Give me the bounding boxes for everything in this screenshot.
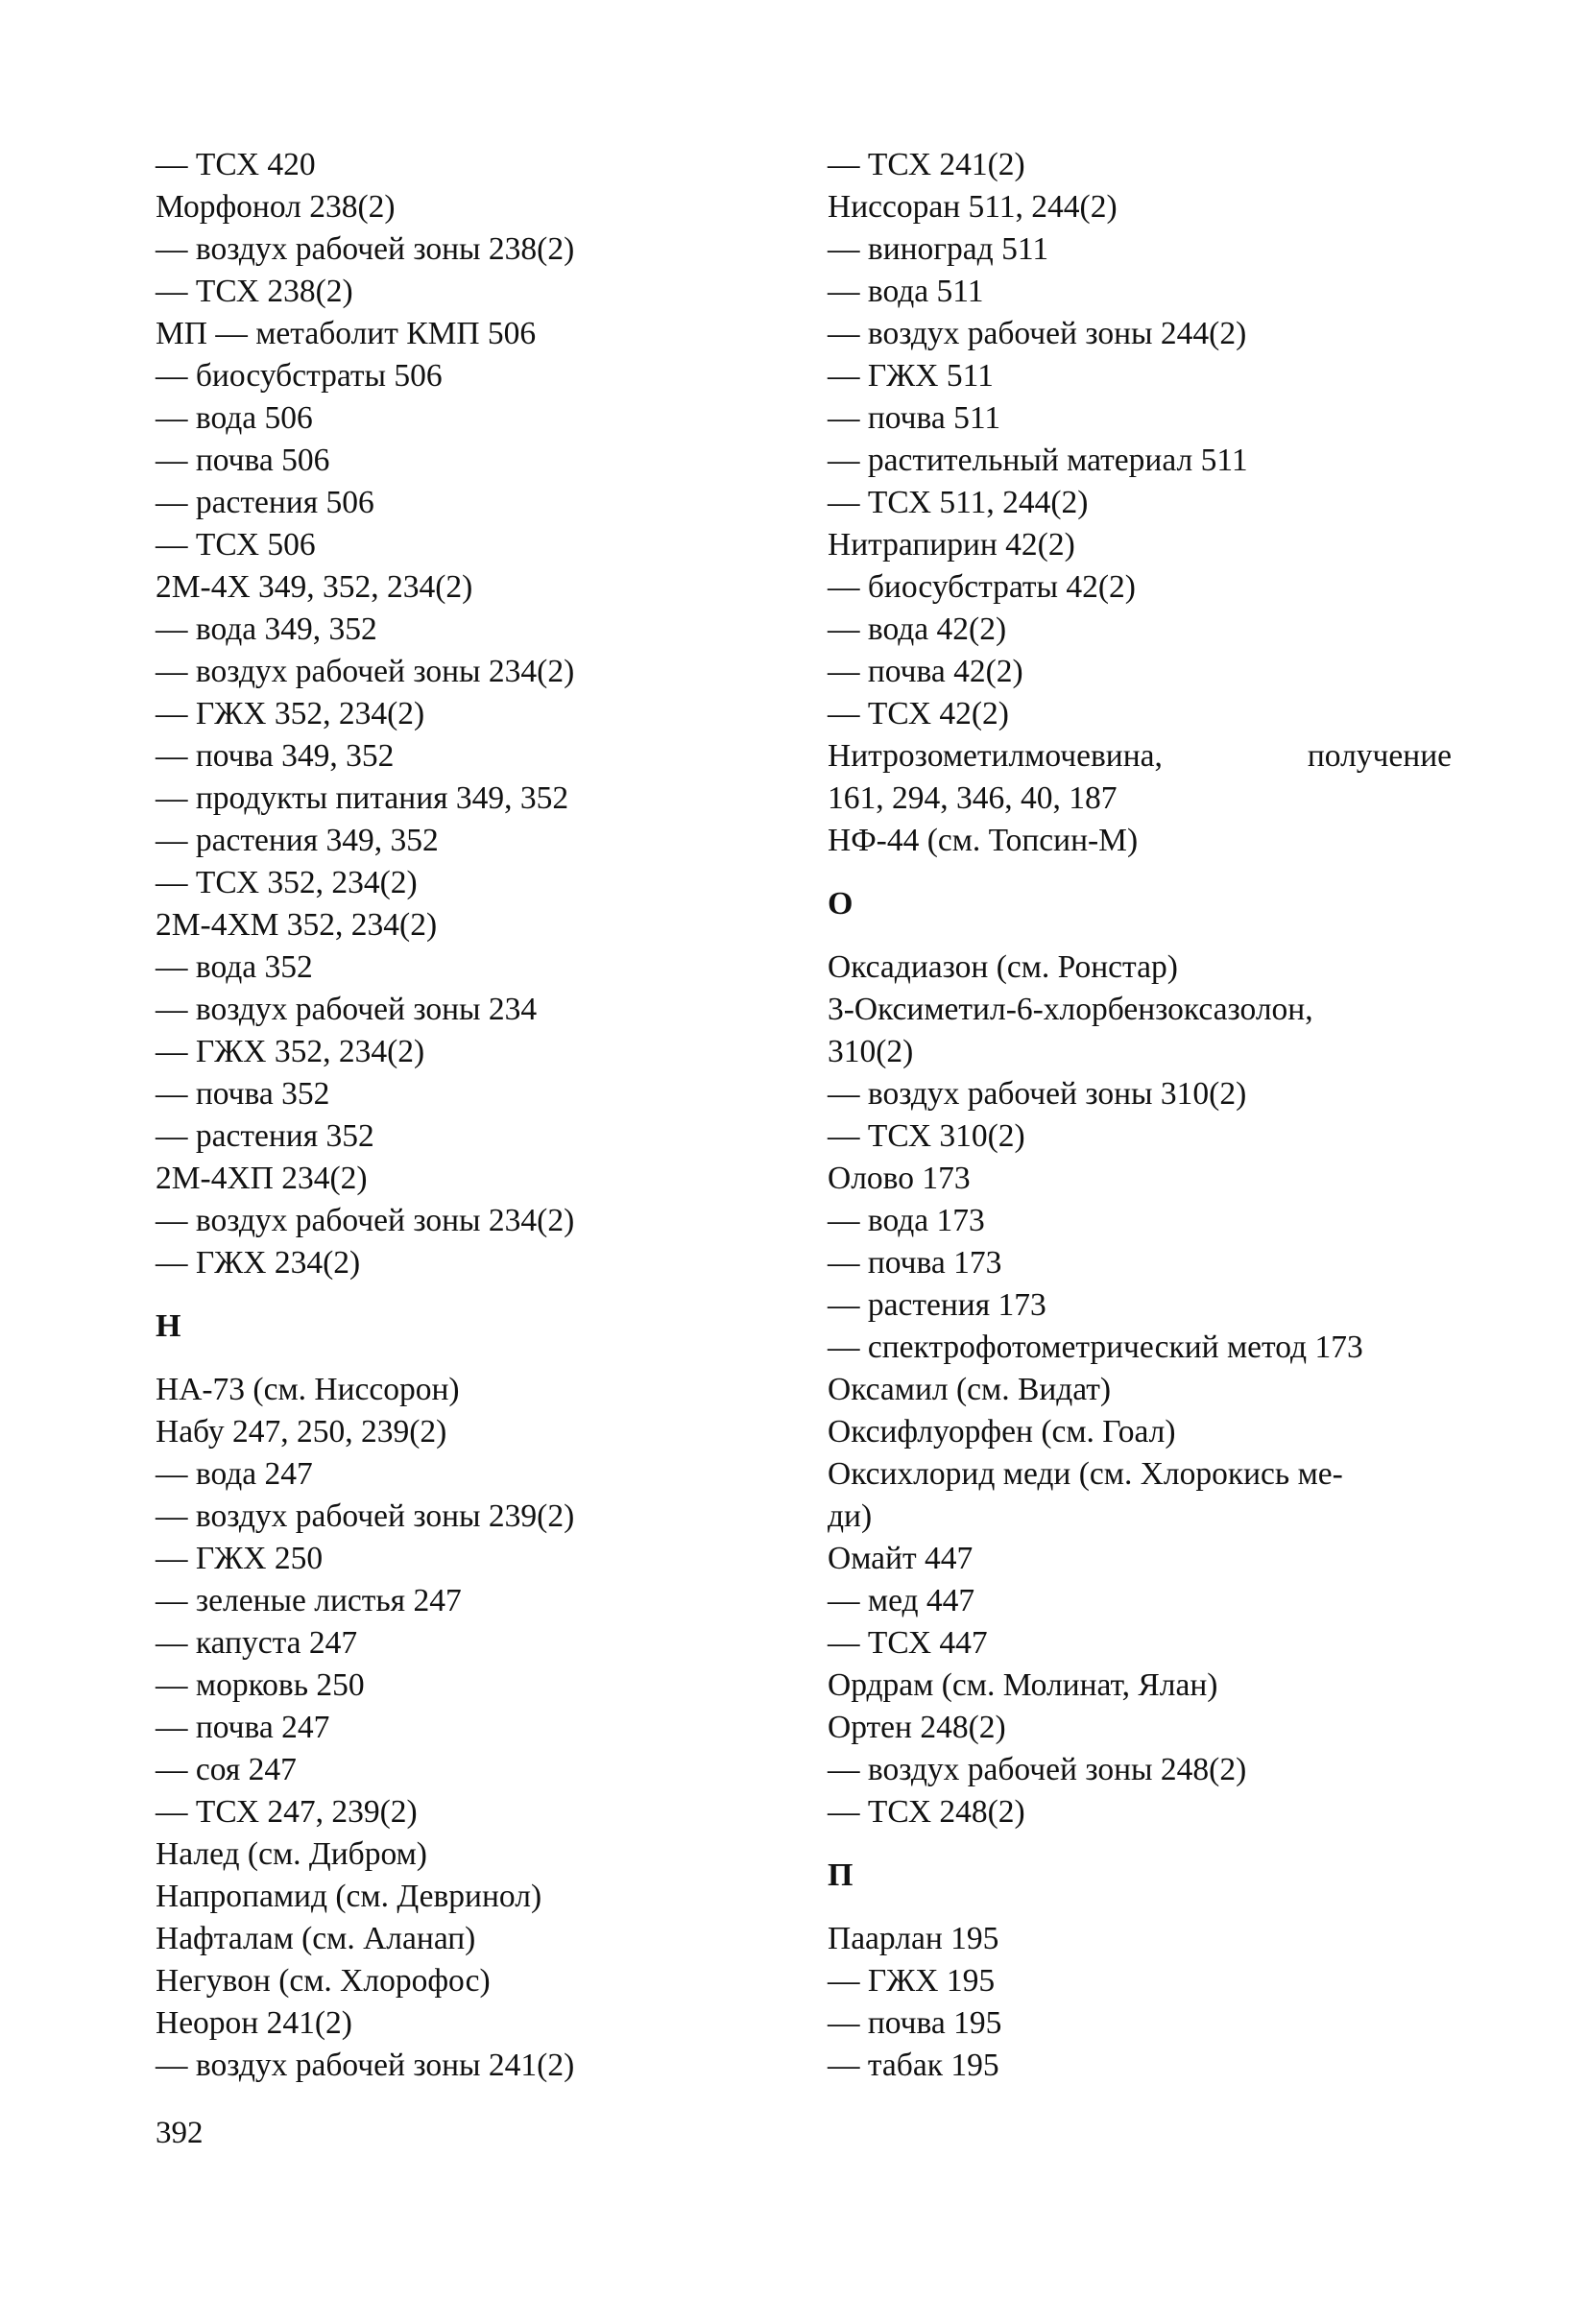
index-subentry: — ГЖХ 234(2) (156, 1245, 361, 1281)
section-letter-heading: О (828, 886, 854, 922)
index-subentry: — воздух рабочей зоны 310(2) (828, 1076, 1247, 1112)
index-subentry: — ГЖХ 511 (828, 358, 994, 394)
index-subentry: — растения 173 (828, 1287, 1046, 1323)
index-subentry: — табак 195 (828, 2048, 999, 2083)
index-entry: Морфонол 238(2) (156, 189, 396, 225)
index-subentry: — ТСХ 447 (828, 1625, 988, 1661)
index-subentry: — почва 195 (828, 2005, 1002, 2041)
index-subentry: — вода 247 (156, 1456, 313, 1492)
index-entry: Напропамид (см. Девринол) (156, 1879, 542, 1914)
index-entry-term: Нитрозометилмочевина, (828, 738, 1163, 774)
index-entry: Негувон (см. Хлорофос) (156, 1963, 491, 1999)
index-subentry: — ТСХ 420 (156, 147, 316, 182)
index-entry: Паарлан 195 (828, 1921, 999, 1956)
index-subentry: — почва 511 (828, 400, 1001, 436)
index-subentry: — почва 173 (828, 1245, 1002, 1281)
index-subentry: — воздух рабочей зоны 234(2) (156, 1203, 575, 1238)
index-entry: Оксамил (см. Видат) (828, 1372, 1112, 1407)
index-subentry: — ГЖХ 250 (156, 1541, 324, 1576)
index-subentry: — воздух рабочей зоны 239(2) (156, 1498, 575, 1534)
index-subentry: — почва 42(2) (828, 654, 1023, 689)
index-subentry: — почва 247 (156, 1710, 330, 1745)
index-subentry: — почва 352 (156, 1076, 330, 1112)
index-entry: НФ-44 (см. Топсин-М) (828, 823, 1139, 858)
index-subentry: — морковь 250 (156, 1667, 365, 1703)
index-entry: 3-Оксиметил-6-хлорбензоксазолон, (828, 992, 1313, 1027)
index-subentry: — ТСХ 310(2) (828, 1118, 1025, 1154)
index-subentry: — ТСХ 352, 234(2) (156, 865, 418, 900)
index-entry: Оксифлуорфен (см. Гоал) (828, 1414, 1176, 1450)
index-entry: Ниссоран 511, 244(2) (828, 189, 1118, 225)
index-entry: Неорон 241(2) (156, 2005, 352, 2041)
index-subentry: — капуста 247 (156, 1625, 358, 1661)
index-entry-qualifier: получение (1307, 738, 1452, 774)
index-subentry: — ТСХ 247, 239(2) (156, 1794, 418, 1830)
index-subentry: — спектрофотометрический метод 173 (828, 1330, 1363, 1365)
index-subentry: — ТСХ 241(2) (828, 147, 1025, 182)
index-subentry: — воздух рабочей зоны 241(2) (156, 2048, 575, 2083)
index-subentry: — вода 349, 352 (156, 611, 377, 647)
index-entry (828, 735, 1452, 778)
index-subentry: — виноград 511 (828, 231, 1049, 267)
index-entry: 161, 294, 346, 40, 187 (828, 780, 1118, 816)
index-entry: Оксадиазон (см. Ронстар) (828, 949, 1178, 985)
index-subentry: — соя 247 (156, 1752, 297, 1787)
section-letter-heading: П (828, 1857, 854, 1893)
index-subentry: — почва 506 (156, 443, 330, 478)
index-subentry: — вода 352 (156, 949, 313, 985)
index-subentry: — мед 447 (828, 1583, 975, 1618)
index-entry: Набу 247, 250, 239(2) (156, 1414, 447, 1450)
index-entry: Омайт 447 (828, 1541, 974, 1576)
index-entry: Олово 173 (828, 1161, 971, 1196)
index-subentry: — растения 506 (156, 485, 374, 520)
index-subentry: — воздух рабочей зоны 238(2) (156, 231, 575, 267)
index-subentry: — биосубстраты 506 (156, 358, 443, 394)
index-entry: Налед (см. Дибром) (156, 1836, 427, 1872)
index-subentry: — вода 511 (828, 274, 984, 309)
section-letter-heading: Н (156, 1308, 181, 1344)
index-entry: НА-73 (см. Ниссорон) (156, 1372, 460, 1407)
index-subentry: — ГЖХ 352, 234(2) (156, 1034, 425, 1069)
index-entry: Нитрапирин 42(2) (828, 527, 1075, 563)
index-subentry: — ТСХ 238(2) (156, 274, 353, 309)
index-subentry: — воздух рабочей зоны 234 (156, 992, 538, 1027)
index-subentry: — воздух рабочей зоны 244(2) (828, 316, 1247, 351)
index-subentry: — ТСХ 42(2) (828, 696, 1009, 731)
index-entry: 310(2) (828, 1034, 914, 1069)
index-entry: МП — метаболит КМП 506 (156, 316, 537, 351)
index-subentry: — вода 173 (828, 1203, 985, 1238)
index-subentry: — ТСХ 511, 244(2) (828, 485, 1089, 520)
index-subentry: — биосубстраты 42(2) (828, 569, 1136, 605)
index-subentry: — растительный материал 511 (828, 443, 1248, 478)
index-entry: ди) (828, 1498, 873, 1534)
index-entry: Нафталам (см. Аланап) (156, 1921, 476, 1956)
index-column-right (828, 144, 1452, 2087)
index-entry: 2М-4Х 349, 352, 234(2) (156, 569, 473, 605)
index-subentry: — растения 352 (156, 1118, 374, 1154)
index-subentry: — ГЖХ 352, 234(2) (156, 696, 425, 731)
index-subentry: — почва 349, 352 (156, 738, 395, 774)
index-subentry: — растения 349, 352 (156, 823, 439, 858)
index-entry: 2М-4ХП 234(2) (156, 1161, 368, 1196)
index-entry: Ордрам (см. Молинат, Ялан) (828, 1667, 1218, 1703)
index-entry: Оксихлорид меди (см. Хлорокись ме- (828, 1456, 1343, 1492)
index-subentry: — ТСХ 506 (156, 527, 316, 563)
index-subentry: — воздух рабочей зоны 248(2) (828, 1752, 1247, 1787)
index-subentry: — вода 506 (156, 400, 313, 436)
index-entry: 2М-4ХМ 352, 234(2) (156, 907, 438, 943)
index-entry: Ортен 248(2) (828, 1710, 1006, 1745)
index-subentry: — воздух рабочей зоны 234(2) (156, 654, 575, 689)
index-subentry: — ТСХ 248(2) (828, 1794, 1025, 1830)
index-subentry: — продукты питания 349, 352 (156, 780, 569, 816)
index-subentry: — ГЖХ 195 (828, 1963, 996, 1999)
index-subentry: — зеленые листья 247 (156, 1583, 462, 1618)
page-number: 392 (156, 2116, 204, 2150)
index-column-left (156, 144, 808, 2087)
index-subentry: — вода 42(2) (828, 611, 1007, 647)
